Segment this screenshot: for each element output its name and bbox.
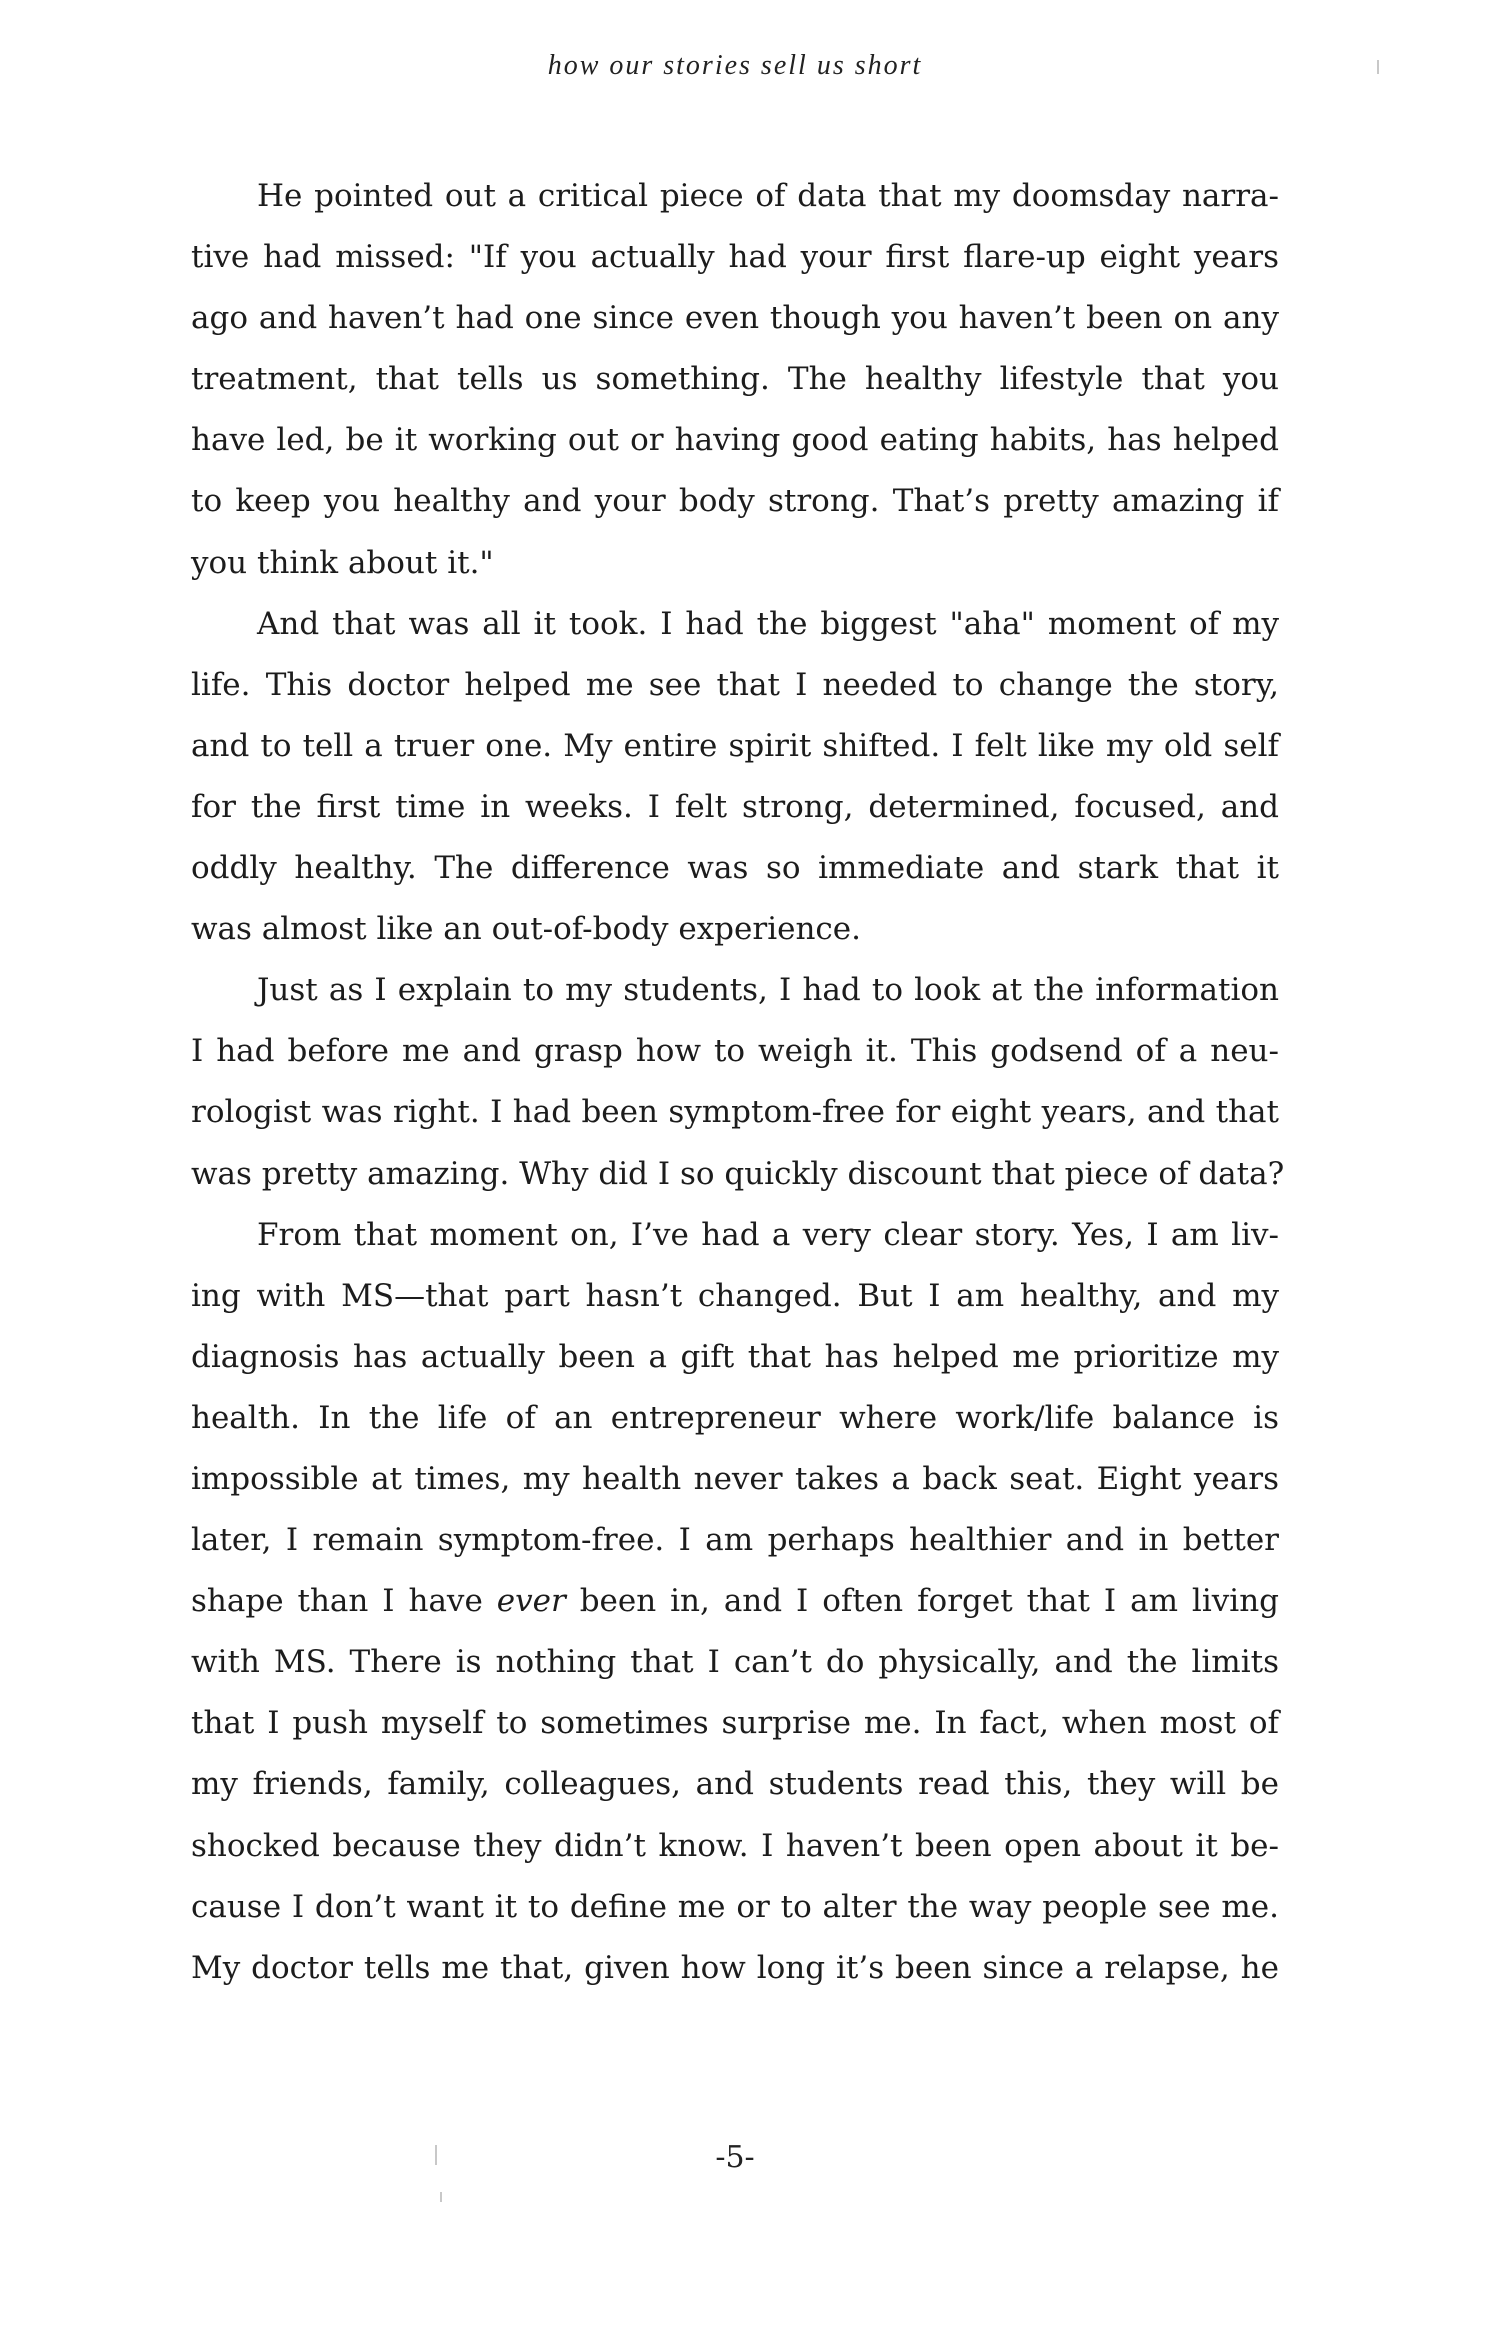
text-line: you think about it." [191,544,494,581]
text-line: for the first time in weeks. I felt strong, determined, focused, and [191,788,1279,825]
text-line: diagnosis has actually been a gift that has helped me prioritize my [191,1338,1279,1375]
running-head: how our stories sell us short [547,50,923,81]
text-line: treatment, that tells us something. The healthy lifestyle that you [191,361,1279,398]
text-line: that I push myself to sometimes surprise me. In fact, when most of [191,1705,1279,1742]
text-line: was pretty amazing. Why did I so quickly discount that piece of data? [191,1155,1285,1192]
text-line: And that was all it took. I had the biggest "aha" moment of my [257,605,1279,642]
text-run: been in, and I often forget that I am living [565,1583,1279,1620]
text-line: have led, be it working out or having good eating habits, has helped [191,422,1279,459]
text-line: was almost like an out-of-body experience. [191,911,861,948]
text-line: Just as I explain to my students, I had to look at the information [257,972,1279,1009]
body-text [191,166,1285,1999]
scan-speck [435,2145,437,2165]
text-run: shape than I have [191,1583,497,1620]
text-line: ing with MS—that part hasn’t changed. But I am healthy, and my [191,1277,1279,1314]
page-number: -5- [715,2140,755,2175]
text-line: with MS. There is nothing that I can’t do physically, and the limits [191,1644,1279,1681]
text-line: He pointed out a critical piece of data that my doomsday narra- [257,178,1279,214]
text-line: shocked because they didn’t know. I haven’t been open about it be- [191,1827,1279,1864]
text-line: life. This doctor helped me see that I needed to change the story, [191,666,1279,703]
text-line: oddly healthy. The difference was so immediate and stark that it [191,850,1279,887]
text-line: I had before me and grasp how to weigh it. This godsend of a neu- [191,1033,1279,1070]
scan-speck [1377,60,1379,74]
scan-speck [440,2192,442,2202]
text-line: cause I don’t want it to define me or to alter the way people see me. [191,1888,1279,1925]
text-line: my friends, family, colleagues, and students read this, they will be [191,1766,1279,1803]
text-line: tive had missed: "If you actually had your first flare-up eight years [191,239,1279,276]
text-line: rologist was right. I had been symptom-free for eight years, and that [191,1094,1279,1131]
text-line: health. In the life of an entrepreneur where work/life balance is [191,1399,1279,1436]
emphasized-word: ever [496,1583,566,1620]
paragraph [191,166,1279,594]
text-line: later, I remain symptom-free. I am perhaps healthier and in better [191,1522,1279,1559]
paragraph [191,594,1279,961]
text-line: and to tell a truer one. My entire spirit shifted. I felt like my old self [191,727,1279,764]
text-line: impossible at times, my health never takes a back seat. Eight years [191,1460,1279,1497]
text-line: ago and haven’t had one since even though you haven’t been on any [191,300,1279,337]
text-line: to keep you healthy and your body strong. That’s pretty amazing if [191,483,1279,520]
text-line: My doctor tells me that, given how long it’s been since a relapse, he [191,1949,1279,1986]
text-line [191,1571,1279,1632]
paragraph [191,1205,1279,1999]
text-line: From that moment on, I’ve had a very clear story. Yes, I am liv- [257,1216,1279,1253]
paragraph [191,960,1285,1204]
